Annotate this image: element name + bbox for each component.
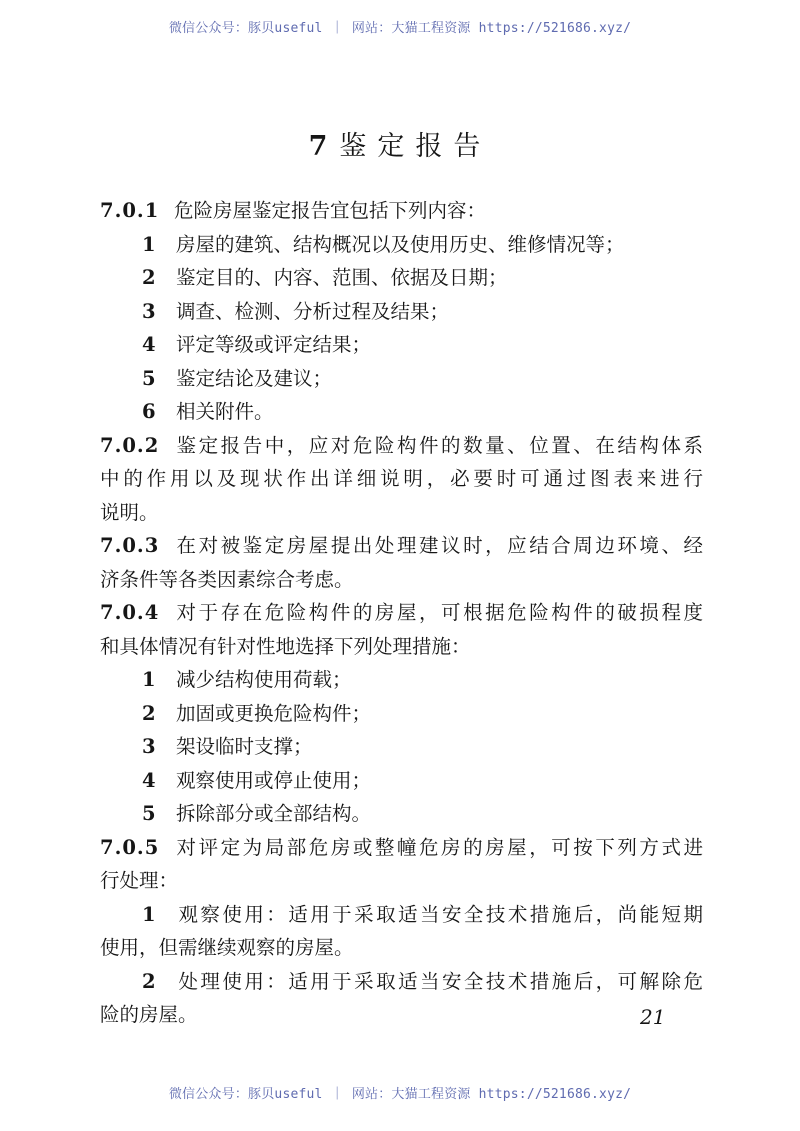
item-number: 6 xyxy=(142,400,156,423)
list-item xyxy=(100,395,703,429)
list-item xyxy=(100,898,703,932)
clause-text: 鉴定报告中，应对危险构件的数量、位置、在结构体系 xyxy=(174,433,703,457)
clause-number: 7.0.1 xyxy=(100,199,160,222)
list-item xyxy=(100,295,703,329)
clause-7-0-1 xyxy=(100,194,703,228)
item-number: 3 xyxy=(142,299,156,323)
item-number: 2 xyxy=(142,701,156,725)
footer-watermark: 微信公众号：豚贝useful ｜ 网站：大猫工程资源 https://521686.xyz/ xyxy=(168,1087,632,1102)
list-item xyxy=(100,797,703,831)
item-text: 观察使用或停止使用； xyxy=(176,768,372,792)
item-number: 1 xyxy=(142,902,156,926)
clause-continuation: 和具体情况有针对性地选择下列处理措施： xyxy=(100,634,471,658)
chapter-title-text: 鉴定报告 xyxy=(339,131,492,163)
item-number: 3 xyxy=(142,735,156,758)
item-number: 5 xyxy=(142,802,156,825)
clause-number: 7.0.4 xyxy=(100,601,160,624)
list-item xyxy=(100,663,703,697)
item-text: 处理使用：适用于采取适当安全技术措施后，可解除危 xyxy=(176,969,703,993)
clause-continuation: 说明。 xyxy=(100,500,159,524)
clause-continuation: 济条件等各类因素综合考虑。 xyxy=(100,567,354,591)
item-continuation: 使用，但需继续观察的房屋。 xyxy=(100,936,354,959)
item-text: 架设临时支撑； xyxy=(176,735,313,758)
item-number: 2 xyxy=(142,969,156,993)
clause-7-0-4 xyxy=(100,596,703,630)
clause-7-0-2 xyxy=(100,429,703,463)
item-number: 1 xyxy=(142,232,156,256)
chapter-number: 7 xyxy=(308,131,328,163)
item-continuation: 险的房屋。 xyxy=(100,1003,198,1026)
list-item xyxy=(100,362,703,396)
list-item xyxy=(100,328,703,362)
item-number: 4 xyxy=(142,333,156,356)
list-item xyxy=(100,764,703,798)
page-number: 21 xyxy=(640,1005,666,1029)
clause-continuation: 中的作用以及现状作出详细说明，必要时可通过图表来进行 xyxy=(100,467,703,490)
item-text: 鉴定目的、内容、范围、依据及日期； xyxy=(176,266,508,289)
item-text: 减少结构使用荷载； xyxy=(176,668,352,691)
item-text: 相关附件。 xyxy=(176,400,274,423)
document-body xyxy=(100,194,703,1032)
clause-text: 对于存在危险构件的房屋，可根据危险构件的破损程度 xyxy=(174,601,703,624)
item-text: 加固或更换危险构件； xyxy=(176,701,372,725)
clause-text: 在对被鉴定房屋提出处理建议时，应结合周边环境、经 xyxy=(174,534,703,557)
list-item xyxy=(100,261,703,295)
item-number: 4 xyxy=(142,768,156,792)
list-item xyxy=(100,697,703,731)
clause-text: 危险房屋鉴定报告宜包括下列内容： xyxy=(174,199,487,222)
clause-text: 对评定为局部危房或整幢危房的房屋，可按下列方式进 xyxy=(174,835,703,859)
item-text: 房屋的建筑、结构概况以及使用历史、维修情况等； xyxy=(176,232,625,256)
item-text: 拆除部分或全部结构。 xyxy=(176,802,372,825)
clause-7-0-5 xyxy=(100,831,703,865)
chapter-title xyxy=(0,124,800,163)
list-item xyxy=(100,965,703,999)
header-watermark: 微信公众号：豚贝useful ｜ 网站：大猫工程资源 https://521686.xyz/ xyxy=(168,21,632,36)
list-item xyxy=(100,228,703,262)
clause-number: 7.0.3 xyxy=(100,534,160,557)
clause-number: 7.0.2 xyxy=(100,433,160,457)
item-text: 鉴定结论及建议； xyxy=(176,366,333,390)
item-text: 调查、检测、分析过程及结果； xyxy=(176,299,450,323)
clause-number: 7.0.5 xyxy=(100,835,160,859)
list-item xyxy=(100,730,703,764)
item-number: 5 xyxy=(142,366,156,390)
item-text: 评定等级或评定结果； xyxy=(176,333,372,356)
clause-7-0-3 xyxy=(100,529,703,563)
item-number: 2 xyxy=(142,266,156,289)
clause-continuation: 行处理： xyxy=(100,869,179,892)
item-number: 1 xyxy=(142,668,156,691)
item-text: 观察使用：适用于采取适当安全技术措施后，尚能短期 xyxy=(176,902,703,926)
